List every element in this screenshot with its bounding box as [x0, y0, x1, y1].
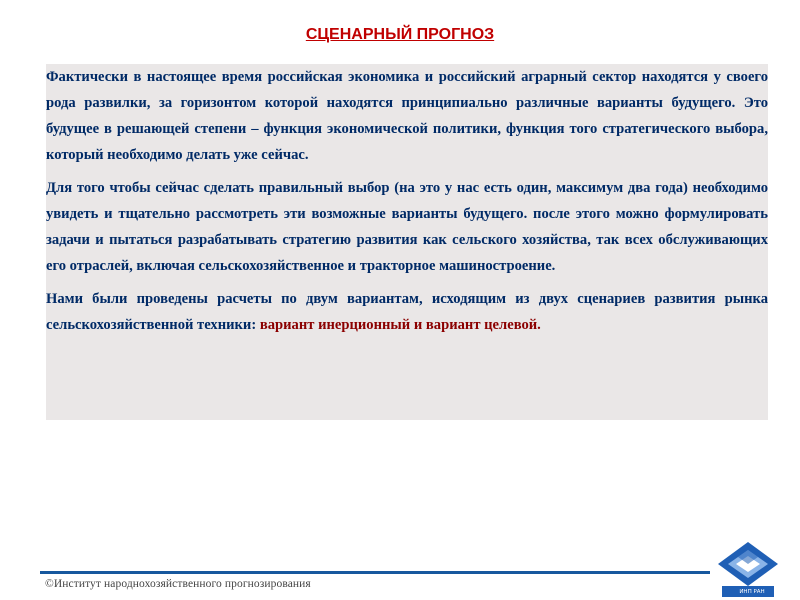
logo-caption: ИНП РАН [739, 589, 765, 595]
footer-divider [40, 571, 710, 574]
paragraph-3-highlight: вариант инерционный и вариант целевой. [259, 317, 541, 333]
paragraph-3 [46, 286, 768, 338]
paragraph-1: Фактически в настоящее время российская экономика и российский аграрный сектор находятся у своего рода развилки, за горизонтом которой находятся принципиально различные варианты будущего. Это будущее в решающей степени – функция экономической политики, функция того стратегического выбора, который необходимо делать уже сейчас. [46, 69, 768, 163]
paragraph-2: Для того чтобы сейчас сделать правильный выбор (на это у нас есть один, максимум два года) необходимо увидеть и тщательно рассмотреть эти возможные варианты будущего. после этого можно формулировать задачи и пытаться разрабатывать стратегию развития как сельского хозяйства, так всех обслуживающих его отраслей, включая сельскохозяйственное и тракторное машиностроение. [46, 180, 768, 274]
text-box [46, 64, 768, 420]
slide-title: СЦЕНАРНЫЙ ПРОГНОЗ [305, 26, 495, 43]
paragraph-3-text: Нами были проведены расчеты по двум вариантам, исходящим из двух сценариев развития рынка сельскохозяйственной техники: [46, 291, 768, 333]
footer-copyright: ©Институт народнохозяйственного прогнозирования [45, 578, 311, 590]
